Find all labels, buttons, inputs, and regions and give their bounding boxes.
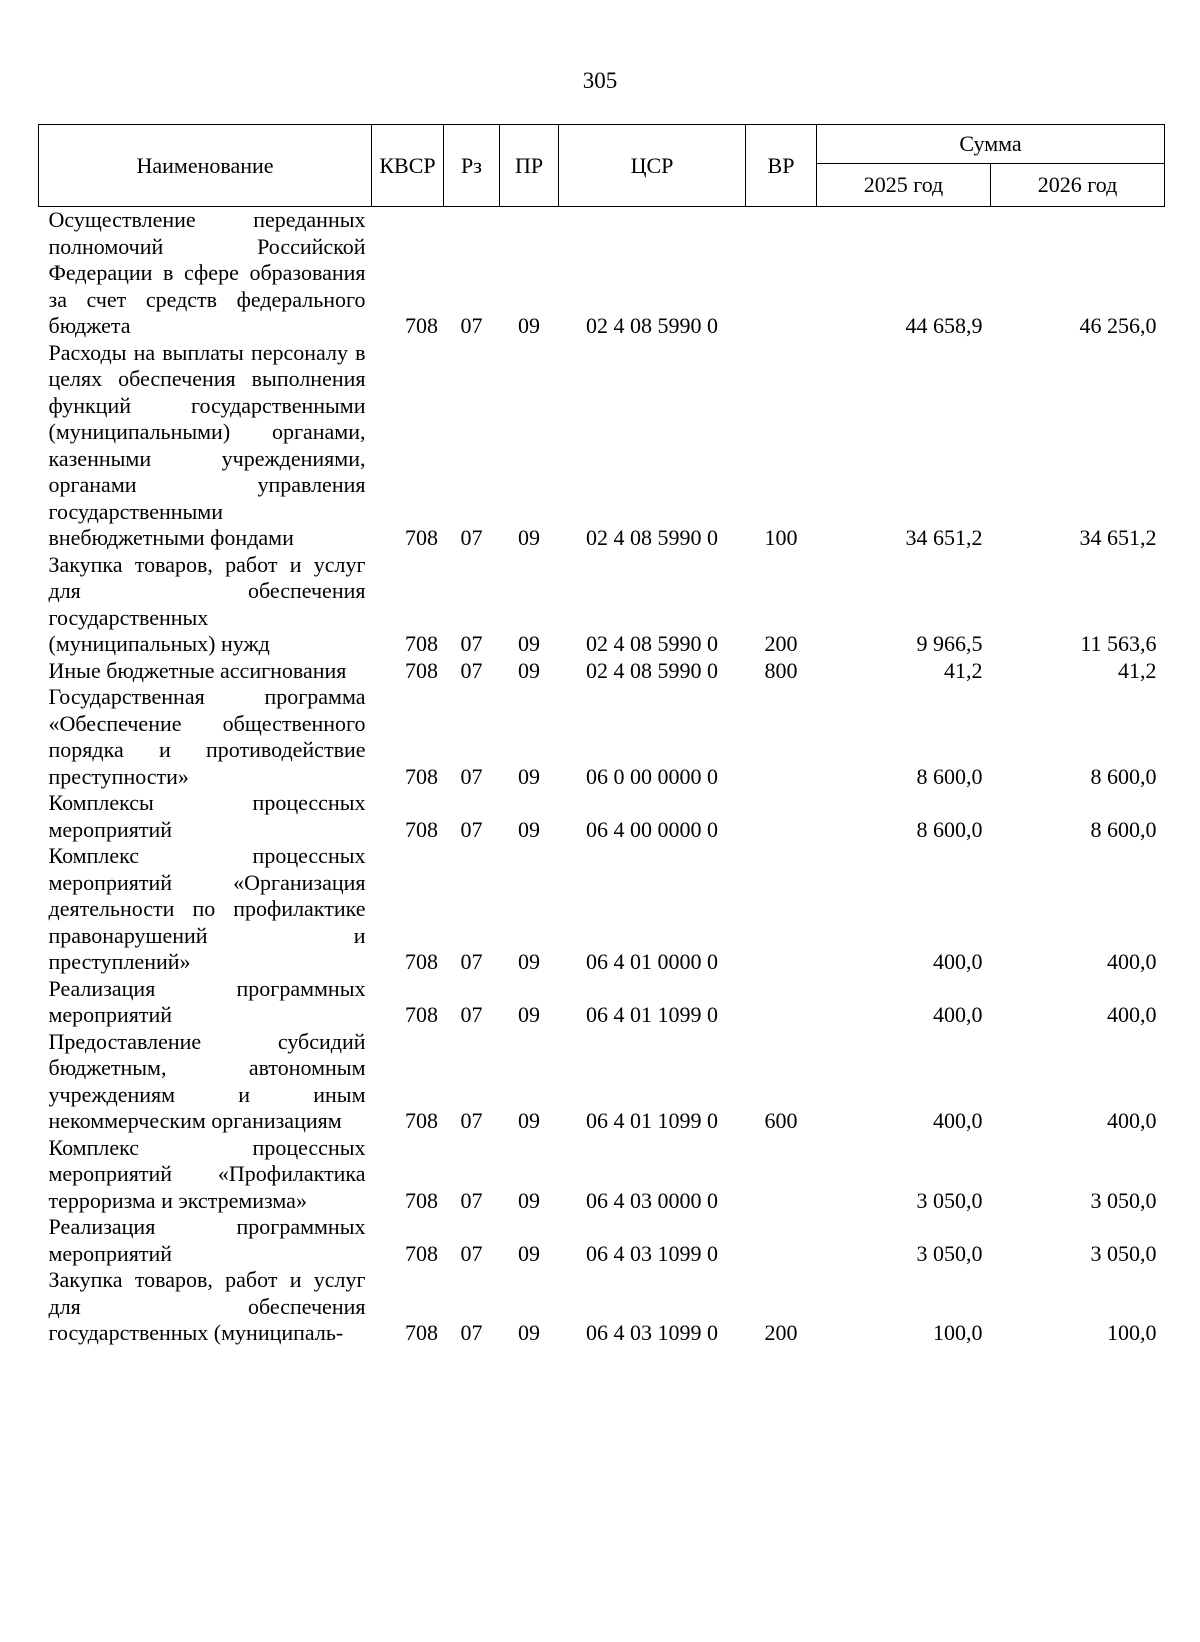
row-pr: 09	[518, 525, 540, 550]
row-rz: 07	[460, 763, 483, 789]
table-row	[39, 340, 1165, 552]
row-sum-2026: 41,2	[1118, 657, 1157, 683]
row-kvsr: 708	[405, 313, 438, 338]
table-header	[39, 125, 1165, 207]
row-name: Комплекс процессных мероприятий «Профилактика терроризма и экстремизма»	[48, 1134, 366, 1213]
row-sum-2026: 11 563,6	[1080, 631, 1157, 656]
row-pr: 09	[518, 1108, 540, 1133]
row-rz: 07	[460, 631, 483, 656]
row-sum-2026: 46 256,0	[1079, 313, 1157, 338]
row-name: Реализация программных мероприятий	[48, 1214, 366, 1266]
header-vr: ВР	[746, 125, 817, 207]
row-name: Закупка товаров, работ и услуг для обеспечения государственных (муниципальных) нужд	[48, 551, 366, 656]
row-kvsr: 708	[405, 657, 438, 683]
row-sum-2026: 8 600,0	[1090, 816, 1157, 842]
header-rz: Рз	[444, 125, 500, 207]
row-kvsr: 708	[405, 1320, 438, 1345]
row-sum-2026: 8 600,0	[1090, 763, 1157, 789]
row-pr: 09	[518, 816, 540, 842]
table-row	[39, 658, 1165, 685]
row-sum-2025: 41,2	[944, 657, 983, 683]
row-vr: 800	[764, 657, 798, 683]
page-number: 305	[582, 68, 618, 93]
row-kvsr: 708	[405, 763, 438, 789]
header-year-2026: 2026 год	[991, 164, 1165, 207]
row-rz: 07	[460, 949, 483, 974]
row-vr: 100	[764, 525, 798, 550]
row-name: Комплексы процессных мероприятий	[48, 790, 366, 842]
row-kvsr: 708	[405, 1002, 438, 1027]
row-name: Государственная программа «Обеспечение общественного порядка и противодействие преступности»	[48, 684, 366, 789]
budget-table	[38, 124, 1165, 1347]
row-sum-2026: 100,0	[1107, 1320, 1157, 1345]
header-name: Наименование	[39, 125, 372, 207]
row-csr: 06 4 00 0000 0	[586, 816, 718, 842]
row-vr	[746, 843, 817, 976]
table-row	[39, 684, 1165, 790]
row-rz: 07	[460, 1108, 483, 1133]
row-sum-2026: 400,0	[1107, 1108, 1157, 1133]
row-kvsr: 708	[405, 816, 438, 842]
row-sum-2026: 400,0	[1107, 949, 1157, 974]
row-name: Комплекс процессных мероприятий «Организация деятельности по профилактике правонарушений и преступлений»	[48, 843, 366, 974]
row-kvsr: 708	[405, 631, 438, 656]
row-csr: 06 4 01 0000 0	[586, 949, 718, 974]
header-kvsr: КВСР	[372, 125, 444, 207]
row-rz: 07	[460, 816, 483, 842]
row-name: Реализация программных мероприятий	[48, 975, 366, 1027]
row-sum-2025: 34 651,2	[905, 525, 983, 550]
row-rz: 07	[460, 1320, 483, 1345]
row-sum-2025: 3 050,0	[916, 1187, 983, 1213]
row-csr: 06 4 01 1099 0	[586, 1002, 718, 1027]
table-row	[39, 790, 1165, 843]
row-pr: 09	[518, 1002, 540, 1027]
row-sum-2025: 400,0	[933, 1002, 983, 1027]
row-name: Иные бюджетные ассигнования	[48, 657, 347, 683]
row-sum-2026: 400,0	[1107, 1002, 1157, 1027]
row-pr: 09	[518, 1320, 540, 1345]
row-sum-2025: 400,0	[933, 1108, 983, 1133]
row-kvsr: 708	[405, 1240, 438, 1266]
row-vr	[746, 1214, 817, 1267]
row-vr: 200	[764, 631, 798, 656]
table-row	[39, 552, 1165, 658]
row-rz: 07	[460, 1240, 483, 1266]
row-sum-2025: 8 600,0	[916, 816, 983, 842]
table-row	[39, 1029, 1165, 1135]
row-csr: 02 4 08 5990 0	[586, 631, 718, 656]
row-vr	[746, 207, 817, 340]
row-pr: 09	[518, 949, 540, 974]
row-csr: 02 4 08 5990 0	[586, 525, 718, 550]
row-rz: 07	[460, 313, 483, 338]
row-sum-2026: 3 050,0	[1090, 1187, 1157, 1213]
row-name: Предоставление субсидий бюджетным, автономным учреждениям и иным некоммерческим организациям	[48, 1028, 366, 1133]
row-sum-2026: 3 050,0	[1090, 1240, 1157, 1266]
row-kvsr: 708	[405, 1108, 438, 1133]
row-sum-2025: 3 050,0	[916, 1240, 983, 1266]
table-body	[39, 207, 1165, 1347]
row-vr: 200	[764, 1320, 798, 1345]
row-kvsr: 708	[405, 1187, 438, 1213]
row-name: Расходы на выплаты персоналу в целях обеспечения выполнения функций государственными (муниципальными) органами, казенными учреждениями, органами управления государственными внебюджетными фондами	[48, 339, 366, 550]
row-kvsr: 708	[405, 525, 438, 550]
row-name: Закупка товаров, работ и услуг для обеспечения государственных (муниципаль-	[48, 1267, 366, 1345]
row-pr: 09	[518, 313, 540, 338]
row-vr	[746, 1135, 817, 1215]
table-row	[39, 1135, 1165, 1215]
row-vr	[746, 790, 817, 843]
row-sum-2025: 9 966,5	[916, 631, 983, 656]
header-pr: ПР	[500, 125, 559, 207]
row-vr: 600	[764, 1108, 798, 1133]
row-pr: 09	[518, 763, 540, 789]
table-row	[39, 976, 1165, 1029]
table-row	[39, 843, 1165, 976]
row-csr: 06 4 01 1099 0	[586, 1108, 718, 1133]
row-pr: 09	[518, 657, 540, 683]
row-csr: 06 4 03 1099 0	[586, 1240, 718, 1266]
row-sum-2026: 34 651,2	[1079, 525, 1157, 550]
row-vr	[746, 684, 817, 790]
row-csr: 06 4 03 1099 0	[586, 1320, 718, 1345]
row-csr: 02 4 08 5990 0	[586, 657, 718, 683]
row-rz: 07	[460, 1187, 483, 1213]
row-name: Осуществление переданных полномочий Российской Федерации в сфере образования за счет средств федерального бюджета	[48, 207, 366, 338]
row-sum-2025: 100,0	[933, 1320, 983, 1345]
header-sum: Сумма	[817, 125, 1165, 164]
row-csr: 06 0 00 0000 0	[586, 763, 718, 789]
row-pr: 09	[518, 1187, 540, 1213]
header-csr: ЦСР	[559, 125, 746, 207]
row-pr: 09	[518, 1240, 540, 1266]
row-kvsr: 708	[405, 949, 438, 974]
header-year-2025: 2025 год	[817, 164, 991, 207]
table-row	[39, 1267, 1165, 1347]
row-vr	[746, 976, 817, 1029]
row-sum-2025: 44 658,9	[905, 313, 983, 338]
table-row	[39, 207, 1165, 340]
row-rz: 07	[460, 657, 483, 683]
row-rz: 07	[460, 1002, 483, 1027]
row-pr: 09	[518, 631, 540, 656]
row-csr: 02 4 08 5990 0	[586, 313, 718, 338]
row-csr: 06 4 03 0000 0	[586, 1187, 718, 1213]
row-rz: 07	[460, 525, 483, 550]
row-sum-2025: 8 600,0	[916, 763, 983, 789]
table-row	[39, 1214, 1165, 1267]
row-sum-2025: 400,0	[933, 949, 983, 974]
